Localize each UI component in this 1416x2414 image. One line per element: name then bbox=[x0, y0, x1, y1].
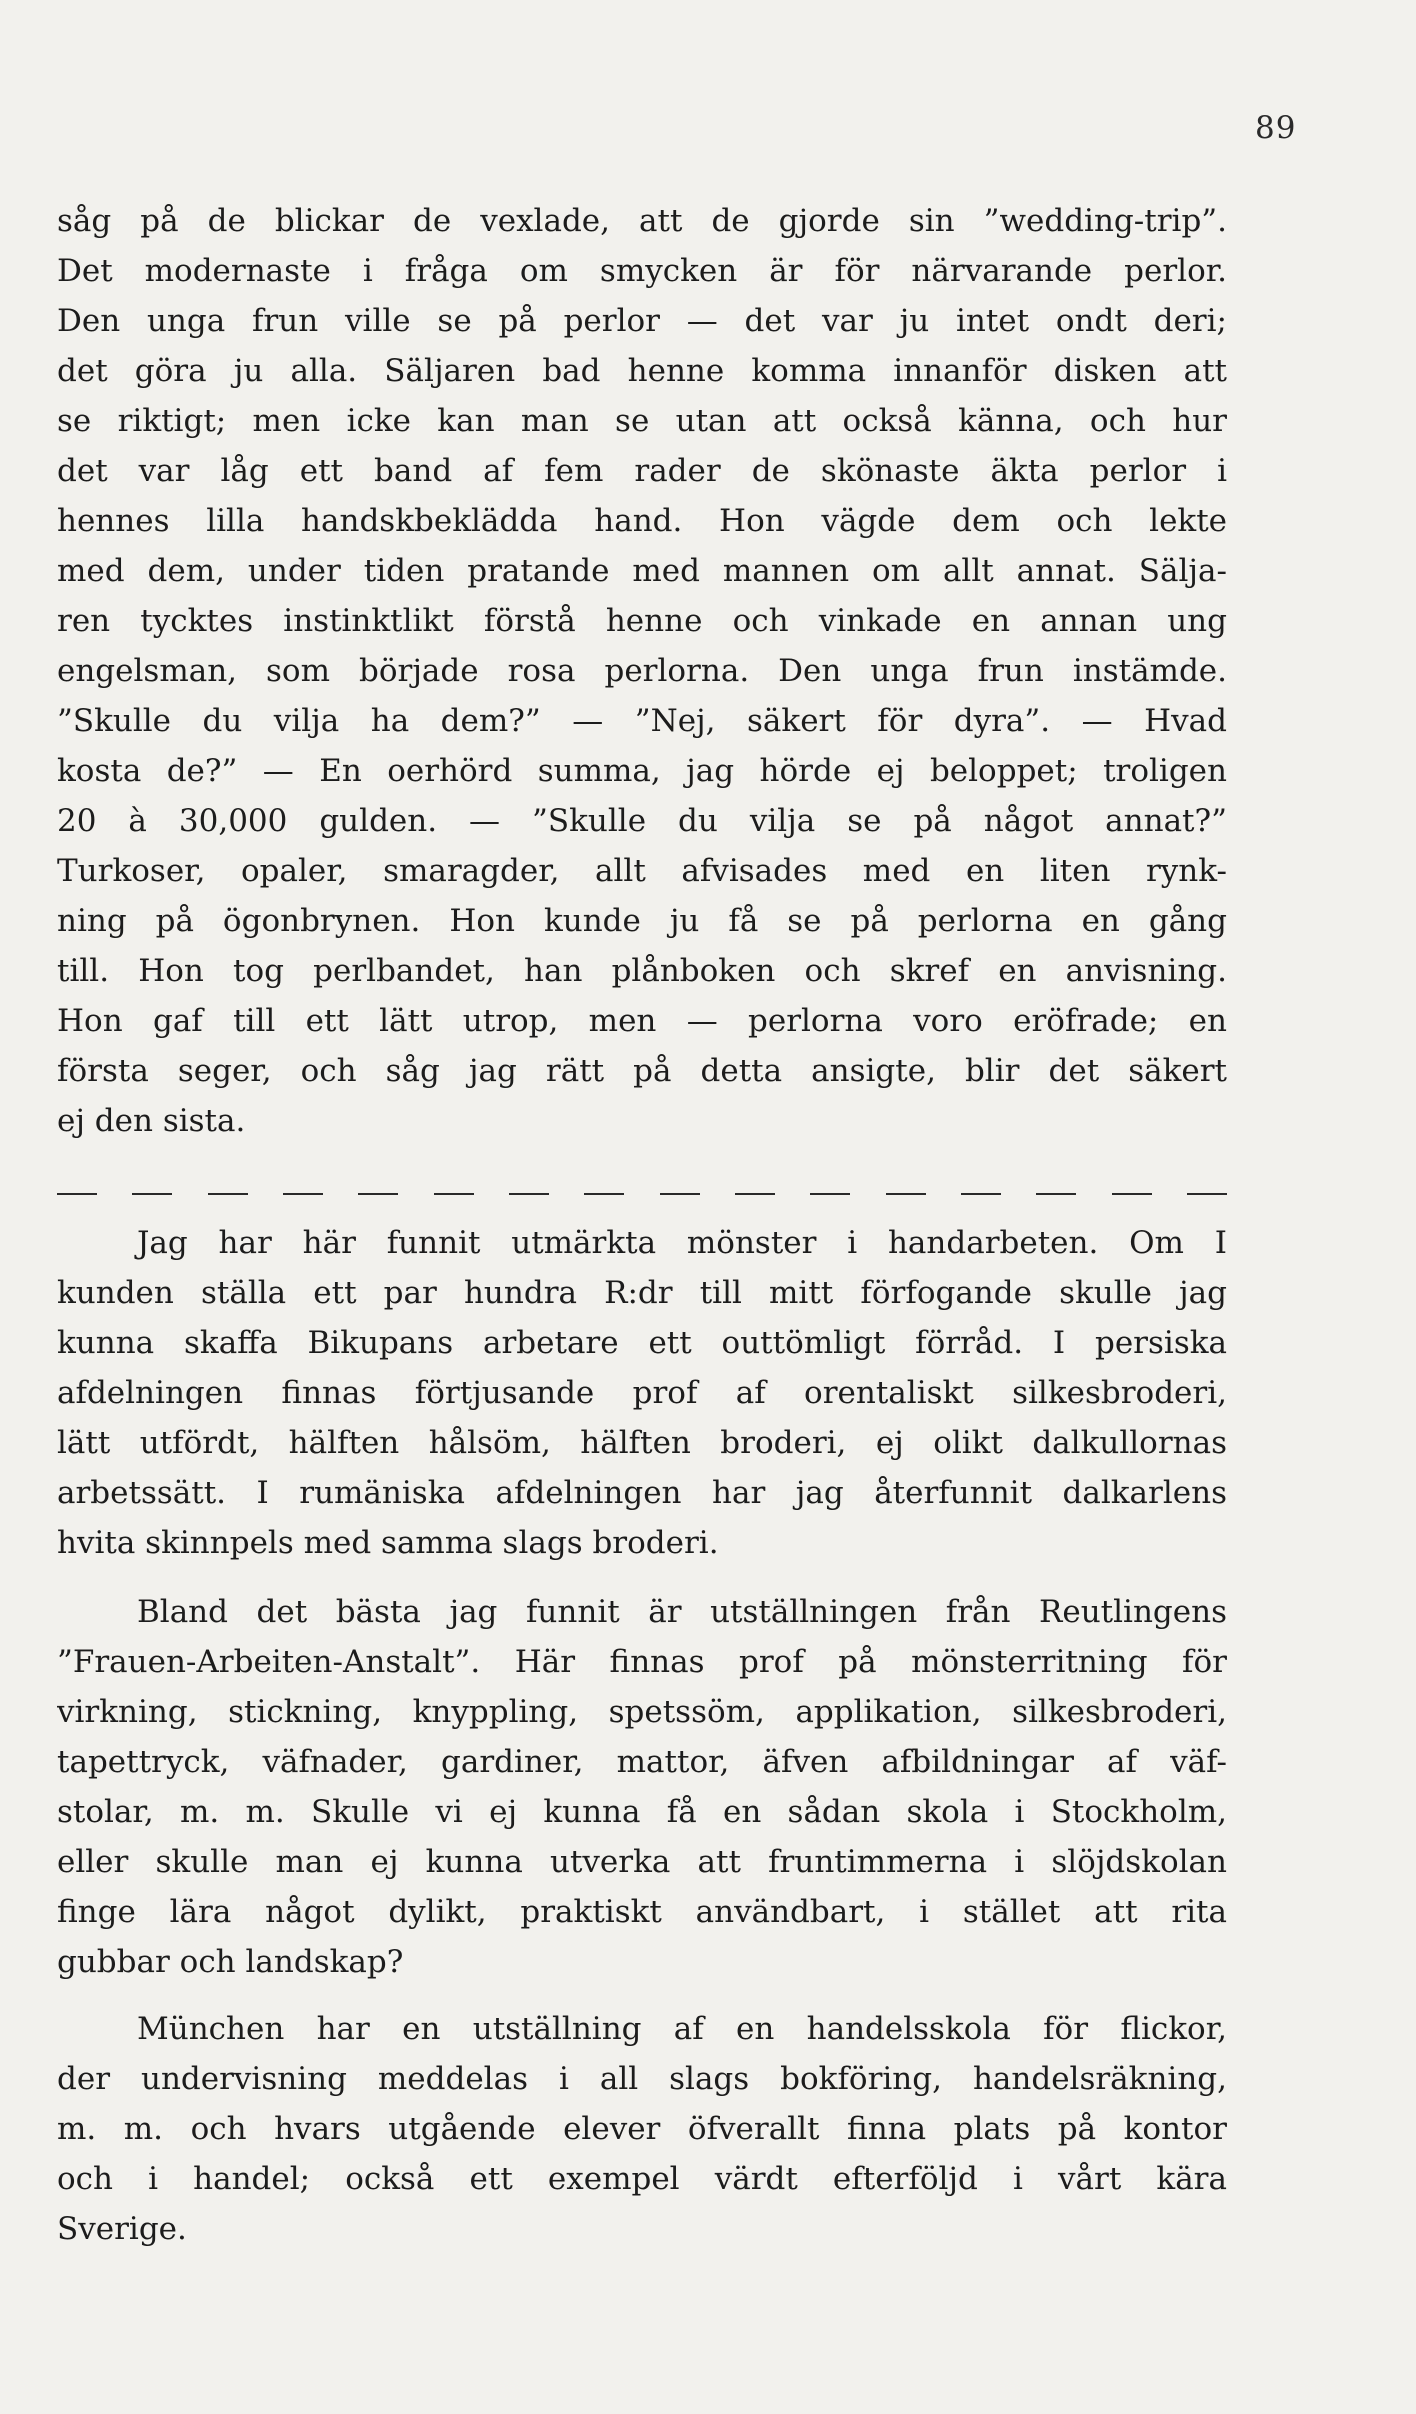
text-line: kosta de?” — En oerhörd summa, jag hörde ej beloppet; troligen bbox=[57, 753, 1227, 789]
separator-dash bbox=[208, 1193, 248, 1195]
text-line: se riktigt; men icke kan man se utan att också känna, och hur bbox=[57, 403, 1227, 439]
separator-dash bbox=[1187, 1193, 1227, 1195]
text-line: det göra ju alla. Säljaren bad henne komma innanför disken att bbox=[57, 353, 1227, 389]
separator-dash bbox=[810, 1193, 850, 1195]
text-line: der undervisning meddelas i all slags bokföring, handelsräkning, bbox=[57, 2061, 1227, 2097]
text-line: stolar, m. m. Skulle vi ej kunna få en sådan skola i Stockholm, bbox=[57, 1794, 1227, 1830]
separator-dash bbox=[1036, 1193, 1076, 1195]
text-line: det var låg ett band af fem rader de skönaste äkta perlor i bbox=[57, 453, 1227, 489]
separator-dash bbox=[283, 1193, 323, 1195]
separator-dash bbox=[1112, 1193, 1152, 1195]
text-line: eller skulle man ej kunna utverka att fruntimmerna i slöjdskolan bbox=[57, 1844, 1227, 1880]
separator-dash bbox=[358, 1193, 398, 1195]
text-line: München har en utställning af en handelsskola för flickor, bbox=[137, 2011, 1227, 2047]
text-line: virkning, stickning, knyppling, spetssöm, applikation, silkesbroderi, bbox=[57, 1694, 1227, 1730]
text-line: Hon gaf till ett lätt utrop, men — perlorna voro eröfrade; en bbox=[57, 1003, 1227, 1039]
text-line: hvita skinnpels med samma slags broderi. bbox=[57, 1525, 719, 1561]
paragraph-handicraft-patterns bbox=[57, 1218, 1227, 1568]
text-line: ning på ögonbrynen. Hon kunde ju få se på perlorna en gång bbox=[57, 903, 1227, 939]
text-line: med dem, under tiden pratande med mannen om allt annat. Sälja- bbox=[57, 553, 1227, 589]
text-line: Jag har här funnit utmärkta mönster i handarbeten. Om I bbox=[137, 1225, 1227, 1261]
separator-dash bbox=[886, 1193, 926, 1195]
separator-dash bbox=[132, 1193, 172, 1195]
text-line: gubbar och landskap? bbox=[57, 1944, 404, 1980]
text-line: och i handel; också ett exempel värdt efterföljd i vårt kära bbox=[57, 2161, 1227, 2197]
text-line: kunna skaffa Bikupans arbetare ett outtömligt förråd. I persiska bbox=[57, 1325, 1227, 1361]
text-line: 20 à 30,000 gulden. — ”Skulle du vilja se på något annat?” bbox=[57, 803, 1227, 839]
text-line: engelsman, som började rosa perlorna. Den unga frun instämde. bbox=[57, 653, 1227, 689]
text-line: m. m. och hvars utgående elever öfverallt finna plats på kontor bbox=[57, 2111, 1227, 2147]
text-line: Bland det bästa jag funnit är utställningen från Reutlingens bbox=[137, 1594, 1227, 1630]
text-line: Den unga frun ville se på perlor — det var ju intet ondt deri; bbox=[57, 303, 1227, 339]
page-number: 89 bbox=[1255, 110, 1297, 146]
paragraph-shopping-scene bbox=[57, 196, 1227, 1146]
text-line: tapettryck, väfnader, gardiner, mattor, äfven afbildningar af väf- bbox=[57, 1744, 1227, 1780]
separator-dash bbox=[509, 1193, 549, 1195]
text-line: ”Frauen-Arbeiten-Anstalt”. Här finnas prof på mönsterritning för bbox=[57, 1644, 1227, 1680]
separator-dash bbox=[584, 1193, 624, 1195]
text-line: finge lära något dylikt, praktiskt användbart, i stället att rita bbox=[57, 1894, 1227, 1930]
text-line: arbetssätt. I rumäniska afdelningen har jag återfunnit dalkarlens bbox=[57, 1475, 1227, 1511]
text-line: afdelningen finnas förtjusande prof af orentaliskt silkesbroderi, bbox=[57, 1375, 1227, 1411]
separator-dash bbox=[660, 1193, 700, 1195]
text-line: första seger, och såg jag rätt på detta ansigte, blir det säkert bbox=[57, 1053, 1227, 1089]
text-line: ”Skulle du vilja ha dem?” — ”Nej, säkert för dyra”. — Hvad bbox=[57, 703, 1227, 739]
text-line: Det modernaste i fråga om smycken är för närvarande perlor. bbox=[57, 253, 1227, 289]
text-line: Turkoser, opaler, smaragder, allt afvisades med en liten rynk- bbox=[57, 853, 1227, 889]
separator-dash bbox=[735, 1193, 775, 1195]
paragraph-reutlingen bbox=[57, 1587, 1227, 1987]
text-line: ej den sista. bbox=[57, 1103, 246, 1139]
text-line: såg på de blickar de vexlade, att de gjorde sin ”wedding-trip”. bbox=[57, 203, 1227, 239]
text-line: till. Hon tog perlbandet, han plånboken och skref en anvisning. bbox=[57, 953, 1227, 989]
text-line: kunden ställa ett par hundra R:dr till mitt förfogande skulle jag bbox=[57, 1275, 1227, 1311]
text-line: Sverige. bbox=[57, 2211, 187, 2247]
text-line: lätt utfördt, hälften hålsöm, hälften broderi, ej olikt dalkullornas bbox=[57, 1425, 1227, 1461]
text-line: hennes lilla handskbeklädda hand. Hon vägde dem och lekte bbox=[57, 503, 1227, 539]
separator-dash bbox=[961, 1193, 1001, 1195]
dashed-separator bbox=[57, 1193, 1227, 1195]
paragraph-munich bbox=[57, 2004, 1227, 2254]
text-line: ren tycktes instinktlikt förstå henne och vinkade en annan ung bbox=[57, 603, 1227, 639]
separator-dash bbox=[57, 1193, 97, 1195]
separator-dash bbox=[434, 1193, 474, 1195]
